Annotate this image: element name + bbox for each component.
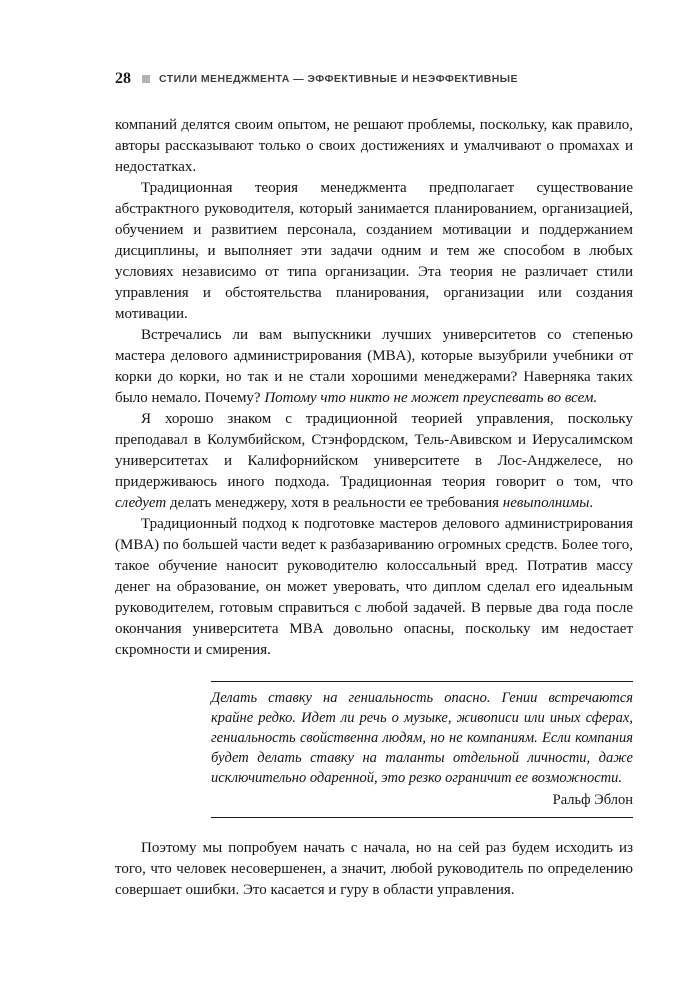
paragraph — [115, 325, 633, 409]
paragraph: Традиционный подход к подготовке мастеров делового администрирования (MBA) по большей части ведет к разбазариванию огромных средств. Более того, такое обучение наносит руководителю колоссальный вред. Потратив массу денег на образование, он может уверовать, что диплом сделал его идеальным руководителем, готовым справиться с любой задачей. В первые два года после окончания университета MBA довольно опасны, поскольку им недостает скромности и смирения. — [115, 516, 633, 658]
paragraph-text: делать менеджеру, хотя в реальности ее требования — [166, 495, 503, 511]
emphasized-text: следует — [115, 495, 167, 511]
paragraph: Поэтому мы попробуем начать с начала, но на сей раз будем исходить из того, что человек несовершенен, а значит, любой руководитель по определению совершает ошибки. Это касается и гуру в области управления. — [115, 840, 633, 898]
quote-text: Делать ставку на гениальность опасно. Гении встречаются крайне редко. Идет ли речь о музыке, живописи или иных сферах, гениальность свойственна людям, но не компаниям. Если компания будет делать ставку на таланты отдельной личности, даже исключительно одаренной, это резко ограничит ее возможности. — [211, 690, 633, 786]
paragraph-text: Встречались ли вам выпускники лучших университетов со степенью мастера делового администрирования (MBA), которые вызубрили учебники от корки до корки, но так и не стали хорошими менеджерами? Наверняка таких было немало. Почему? — [115, 327, 633, 406]
page-body — [115, 115, 633, 901]
paragraph-text: . — [589, 495, 594, 511]
block-quote — [211, 681, 633, 818]
paragraph-continuation: компаний делятся своим опытом, не решают проблемы, поскольку, как правило, авторы рассказывают только о своих достижениях и умалчивают о промахах и недостатках. — [115, 117, 633, 175]
paragraph-text: Я хорошо знаком с традиционной теорией управления, поскольку преподавал в Колумбийском, Стэнфордском, Тель-Авивском и Иерусалимском университетах и Калифорнийском университете в Лос-Анджелесе, но придерживаюсь иного подхода. Традиционная теория говорит о том, что — [115, 411, 633, 490]
page-number: 28 — [115, 70, 131, 87]
paragraph — [115, 409, 633, 514]
emphasized-text: невыполнимы — [502, 495, 590, 511]
quote-attribution: Ральф Эблон — [552, 792, 633, 808]
page-header — [115, 70, 632, 88]
paragraph: Традиционная теория менеджмента предполагает существование абстрактного руководителя, который занимается планированием, организацией, обучением и развитием персонала, созданием мотивации и поддержанием дисциплины, и выполняет эти задачи одним и тем же способом в любых условиях независимо от типа организации. Эта теория не различает стили управления и обстоятельства планирования, организации или создания мотивации. — [115, 180, 633, 322]
running-title: СТИЛИ МЕНЕДЖМЕНТА — ЭФФЕКТИВНЫЕ И НЕЭФФЕКТИВНЫЕ — [159, 73, 518, 85]
square-bullet-icon — [142, 75, 150, 83]
emphasized-text: Потому что никто не может преуспевать во всем. — [264, 390, 598, 406]
